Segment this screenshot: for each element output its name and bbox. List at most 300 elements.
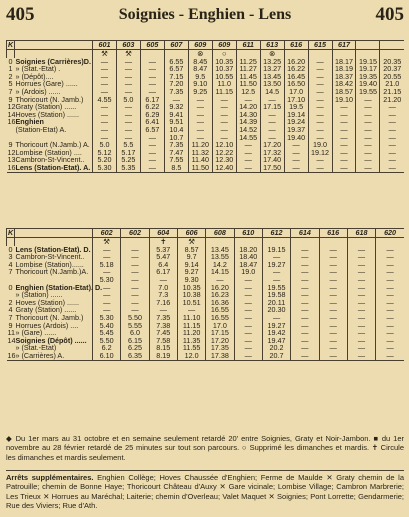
time-cell: 6.41 [140,118,164,126]
time-cell: — [93,126,117,134]
km-header: K [8,228,14,238]
time-cell: 9.27 [177,268,205,276]
time-cell: 5.37 [149,246,177,254]
time-cell: 18.57 [332,88,356,96]
time-cell: — [212,111,236,119]
station-name: Thoricourt (N. Jamb.) [15,94,84,104]
km-value: 0 [8,282,13,292]
time-cell: — [319,337,347,345]
time-cell: — [319,329,347,337]
station-name: » (Stat.-Etat) [15,343,57,353]
train-number: 620 [376,229,404,238]
time-cell: — [332,118,356,126]
time-cell: — [188,134,212,142]
time-cell: 5.40 [93,322,121,330]
time-cell: — [319,261,347,269]
time-cell: — [347,246,375,254]
time-cell: 13.55 [206,253,234,261]
station-name: Thoricourt (N. Jamb.) [15,312,84,322]
time-cell: — [291,306,319,314]
time-cell: 6.29 [140,111,164,119]
time-cell: 10.55 [212,73,236,81]
time-cell: 17.40 [260,156,284,164]
time-cell: — [347,337,375,345]
time-cell: — [140,88,164,96]
footnote-text: ◆ Du 1er mars au 31 octobre et en semaine seulement retardé 20' entre Soignies, Graty et Noir-Jambon. ■ du 1er novembre au 28 février retardé de 25 minutes sur tout son parcours. ○ Supprimé les dimanches et mardis. ✝ Circule les dimanches et mardis seulement. [6,434,404,462]
time-cell: — [347,329,375,337]
time-cell: — [291,299,319,307]
time-cell: — [188,118,212,126]
train-symbol: ○ [212,50,236,58]
time-cell: 14.52 [236,126,260,134]
time-cell: — [308,164,332,172]
time-cell: 18.47 [234,261,262,269]
time-cell: 11.20 [177,329,205,337]
km-value: 12 [7,147,16,157]
time-cell: 19.42 [262,329,290,337]
time-cell: 7.35 [164,88,188,96]
time-cell: 6.15 [121,337,149,345]
time-cell: 5.55 [121,322,149,330]
train-number [380,41,404,50]
time-cell: — [149,306,177,314]
time-cell: 19.15 [262,246,290,254]
station-name: » (Carrières) A. [15,350,65,360]
time-cell: 16.22 [284,65,308,73]
time-cell: 5.35 [116,164,140,172]
time-cell: — [234,337,262,345]
time-cell: 13.27 [260,65,284,73]
time-cell: 17.35 [206,344,234,352]
time-cell: — [212,96,236,104]
time-cell: — [347,344,375,352]
time-cell: — [121,253,149,261]
timetable-row [7,164,405,172]
timetable-row [7,284,405,292]
time-cell: — [93,111,117,119]
time-cell: — [262,253,290,261]
time-cell: — [234,314,262,322]
time-cell: 19.5 [284,103,308,111]
time-cell: 5.0 [116,96,140,104]
time-cell: — [93,253,121,261]
time-cell: — [234,352,262,360]
time-cell: — [188,111,212,119]
train-symbol: ⚒ [177,238,205,246]
time-cell: — [376,246,404,254]
time-cell: — [319,306,347,314]
time-cell: — [284,149,308,157]
train-number: 608 [206,229,234,238]
time-cell: 6.57 [164,65,188,73]
station-name: Hoves (Station) ...... [15,297,80,307]
time-cell: 7.45 [149,329,177,337]
time-cell: 18.40 [234,253,262,261]
km-value: 7 [8,86,13,96]
station-name: Hoves (Station) ...... [15,109,80,119]
timetable-row [7,352,405,360]
time-cell: 11.55 [177,344,205,352]
time-cell: — [260,111,284,119]
time-cell: — [308,111,332,119]
time-cell: — [356,134,380,142]
time-cell: 20.7 [262,352,290,360]
time-cell: 10.37 [212,65,236,73]
time-cell: 12.22 [212,149,236,157]
time-cell: — [140,58,164,66]
time-cell: — [380,134,404,142]
time-cell: 10.35 [212,58,236,66]
time-cell: — [262,276,290,284]
time-cell: — [121,246,149,254]
time-cell: 17.20 [260,141,284,149]
time-cell: 18.17 [332,58,356,66]
timetable-lens-soignies [6,228,404,361]
time-cell: — [116,73,140,81]
time-cell: 13.45 [260,73,284,81]
train-symbol: ⚒ [116,50,140,58]
time-cell: — [376,352,404,360]
time-cell: 6.55 [164,58,188,66]
time-cell: — [121,299,149,307]
time-cell: — [121,276,149,284]
km-value: 9 [8,94,13,104]
time-cell: — [212,134,236,142]
time-cell: — [212,118,236,126]
timetable-soignies-lens [6,40,404,173]
time-cell: 7.20 [164,80,188,88]
time-cell: 5.20 [93,156,117,164]
km-header: K [8,40,14,50]
time-cell: 14.5 [260,88,284,96]
time-cell: — [376,261,404,269]
time-cell: 5.17 [116,149,140,157]
time-cell: 16.50 [284,80,308,88]
time-cell: 9.51 [164,118,188,126]
time-cell: 19.37 [284,126,308,134]
time-cell: — [308,73,332,81]
time-cell: 5.47 [149,253,177,261]
time-cell: — [308,118,332,126]
km-value: 5 [8,79,13,89]
station-name: Enghien (Station-Etat). D. [15,282,103,292]
page-title: Soignies - Enghien - Lens [118,6,292,23]
time-cell: — [347,291,375,299]
time-cell: — [347,314,375,322]
km-value: 0 [8,244,13,254]
train-number: 601 [93,41,117,50]
time-cell: 6.4 [149,261,177,269]
time-cell: — [93,118,117,126]
km-value: 7 [8,267,13,277]
time-cell: — [262,268,290,276]
station-header [15,41,93,50]
time-cell: 14.2 [206,261,234,269]
train-symbol: ⊗ [188,50,212,58]
km-value: 14 [7,109,16,119]
time-cell: — [376,344,404,352]
time-cell: — [234,299,262,307]
time-cell: 7.35 [164,141,188,149]
time-cell: — [262,314,290,322]
station-name: Soignies (Dépôt) ...... [15,335,87,345]
km-value: 2 [8,297,13,307]
time-cell: — [380,118,404,126]
time-cell: 6.17 [149,268,177,276]
station-name: » (Station) ...... [15,290,63,300]
divider [6,470,404,471]
time-cell: 19.12 [308,149,332,157]
km-value: 1 [8,64,13,74]
time-cell: — [319,299,347,307]
time-cell: 17.38 [206,352,234,360]
train-number: 609 [188,41,212,50]
station-name: Horrues (Ardois) .... [15,320,79,330]
time-cell: 16.55 [206,306,234,314]
train-number: 605 [140,41,164,50]
time-cell: 6.2 [93,344,121,352]
time-cell: 19.17 [356,65,380,73]
station-name: Graty (Station) ...... [15,102,77,112]
time-cell: — [380,111,404,119]
train-number: 618 [347,229,375,238]
time-cell: 19.58 [262,291,290,299]
time-cell: — [291,261,319,269]
time-cell: 5.18 [93,261,121,269]
time-cell: — [234,306,262,314]
time-cell: — [93,103,117,111]
time-cell: 19.55 [262,284,290,292]
time-cell: — [376,299,404,307]
additional-stops-title: Arrêts supplémentaires. [6,473,94,482]
footnotes [6,434,404,462]
time-cell: — [93,88,117,96]
train-number: 617 [332,41,356,50]
timetable-row [7,344,405,352]
time-cell: 19.15 [356,58,380,66]
station-name: Graty (Station) ...... [15,305,77,315]
time-cell: 5.30 [93,314,121,322]
station-name: Thoricourt (N.Jamb.) A. [15,140,90,150]
time-cell: — [380,149,404,157]
time-cell: 12.5 [236,88,260,96]
time-cell: 7.3 [149,291,177,299]
time-cell: — [140,149,164,157]
km-value: 16 [7,350,16,360]
time-cell: 20.35 [380,58,404,66]
time-cell: — [332,111,356,119]
time-cell: — [93,134,117,142]
time-cell: — [234,276,262,284]
time-cell: — [116,111,140,119]
time-cell: 11.35 [177,337,205,345]
station-name: Lombise (Station) .... [15,147,82,157]
time-cell: 9.30 [177,276,205,284]
km-value: 9 [8,140,13,150]
train-number: 616 [284,41,308,50]
time-cell: 4.55 [93,96,117,104]
time-cell: 12.0 [177,352,205,360]
time-cell: — [356,103,380,111]
time-cell: — [356,141,380,149]
time-cell: 20.30 [262,306,290,314]
time-cell: 17.15 [260,103,284,111]
time-cell: 14.20 [236,103,260,111]
time-cell: — [188,96,212,104]
time-cell: — [347,284,375,292]
time-cell: — [140,65,164,73]
time-cell: — [308,58,332,66]
km-value: 16 [7,162,16,172]
time-cell: — [347,268,375,276]
time-cell: — [308,103,332,111]
time-cell: 8.57 [177,246,205,254]
time-cell: 11.50 [236,80,260,88]
time-cell: 19.24 [284,118,308,126]
station-name: Lens (Station-Etat). A. [15,162,91,172]
time-cell: — [356,149,380,157]
time-cell: 7.15 [164,73,188,81]
time-cell: 19.0 [308,141,332,149]
time-cell: — [380,126,404,134]
time-cell: — [380,103,404,111]
time-cell: — [319,352,347,360]
time-cell: 19.35 [356,73,380,81]
time-cell: 9.25 [188,88,212,96]
time-cell: 7.58 [149,337,177,345]
time-cell: 5.25 [116,156,140,164]
time-cell: — [93,291,121,299]
time-cell: 21.0 [380,80,404,88]
time-cell: — [376,314,404,322]
time-cell: — [319,291,347,299]
km-value: 3 [8,252,13,262]
time-cell: 7.47 [164,149,188,157]
time-cell: 11.45 [236,73,260,81]
time-cell: — [332,134,356,142]
time-cell: 16.20 [284,58,308,66]
time-cell: — [116,88,140,96]
time-cell: 6.10 [93,352,121,360]
time-cell: — [347,306,375,314]
time-cell: 20.11 [262,299,290,307]
km-value: 9 [8,320,13,330]
time-cell: — [319,268,347,276]
time-cell: 14.39 [236,118,260,126]
time-cell: 17.20 [206,337,234,345]
time-cell: — [291,253,319,261]
station-name: » (Stat.-Etat) . [15,64,61,74]
time-cell: 19.40 [284,134,308,142]
time-cell: 8.5 [164,164,188,172]
time-cell: 16.55 [206,314,234,322]
time-cell: 6.57 [140,126,164,134]
time-cell: 10.51 [177,299,205,307]
time-cell: — [234,291,262,299]
time-cell: — [319,284,347,292]
train-symbol: ✝ [149,238,177,246]
time-cell: 5.12 [93,149,117,157]
time-cell: 11.20 [188,141,212,149]
time-cell: — [116,118,140,126]
km-value: 2 [8,71,13,81]
time-cell: 21.20 [380,96,404,104]
time-cell: 17.50 [260,164,284,172]
train-number: 616 [319,229,347,238]
station-name: Enghien [15,117,44,127]
time-cell: — [140,80,164,88]
time-cell: — [149,276,177,284]
train-number: 606 [177,229,205,238]
time-cell: 5.30 [93,164,117,172]
time-cell: 19.27 [262,322,290,330]
km-value: 4 [8,305,13,315]
time-cell: — [236,156,260,164]
time-cell: — [356,156,380,164]
time-cell: 9.14 [177,261,205,269]
time-cell: 7.0 [149,284,177,292]
time-cell: — [356,118,380,126]
time-cell: — [284,141,308,149]
train-number-row [7,229,405,238]
train-number-row [7,41,405,50]
time-cell: — [93,58,117,66]
time-cell: — [121,284,149,292]
time-cell: 13.50 [260,80,284,88]
train-number: 604 [149,229,177,238]
time-cell: — [164,96,188,104]
time-cell: 11.10 [177,314,205,322]
station-name: Cambron-St-Vincent.. [15,155,85,165]
time-cell: 10.38 [177,291,205,299]
time-cell: — [319,322,347,330]
time-cell: — [116,126,140,134]
time-cell: — [93,73,117,81]
time-cell: — [291,322,319,330]
time-cell: 5.50 [121,314,149,322]
time-cell: — [121,261,149,269]
time-cell: 18.37 [332,73,356,81]
page-number-left: 405 [6,4,35,25]
time-cell: 6.25 [121,344,149,352]
time-cell: 9.7 [177,253,205,261]
time-cell: 12.10 [212,141,236,149]
station-name: » (Gare) ...... [15,328,57,338]
page-number-right: 405 [375,4,404,25]
time-cell: 6.0 [121,329,149,337]
timetable-row [7,337,405,345]
time-cell: 5.0 [93,141,117,149]
time-cell: — [376,276,404,284]
time-cell: 11.25 [236,58,260,66]
time-cell: — [308,88,332,96]
time-cell: — [291,314,319,322]
time-cell: — [356,164,380,172]
time-cell: — [116,103,140,111]
time-cell: 8.15 [149,344,177,352]
time-cell: — [376,322,404,330]
time-cell: 19.40 [356,80,380,88]
time-cell: — [347,261,375,269]
time-cell: — [260,118,284,126]
time-cell: — [380,164,404,172]
time-cell: 10.7 [164,134,188,142]
time-cell: — [380,141,404,149]
station-name: (Station-Etat) A. [15,124,67,134]
train-number: 615 [308,41,332,50]
time-cell: — [236,149,260,157]
station-name: Thoricourt (N.Jamb.)A. [15,267,89,277]
